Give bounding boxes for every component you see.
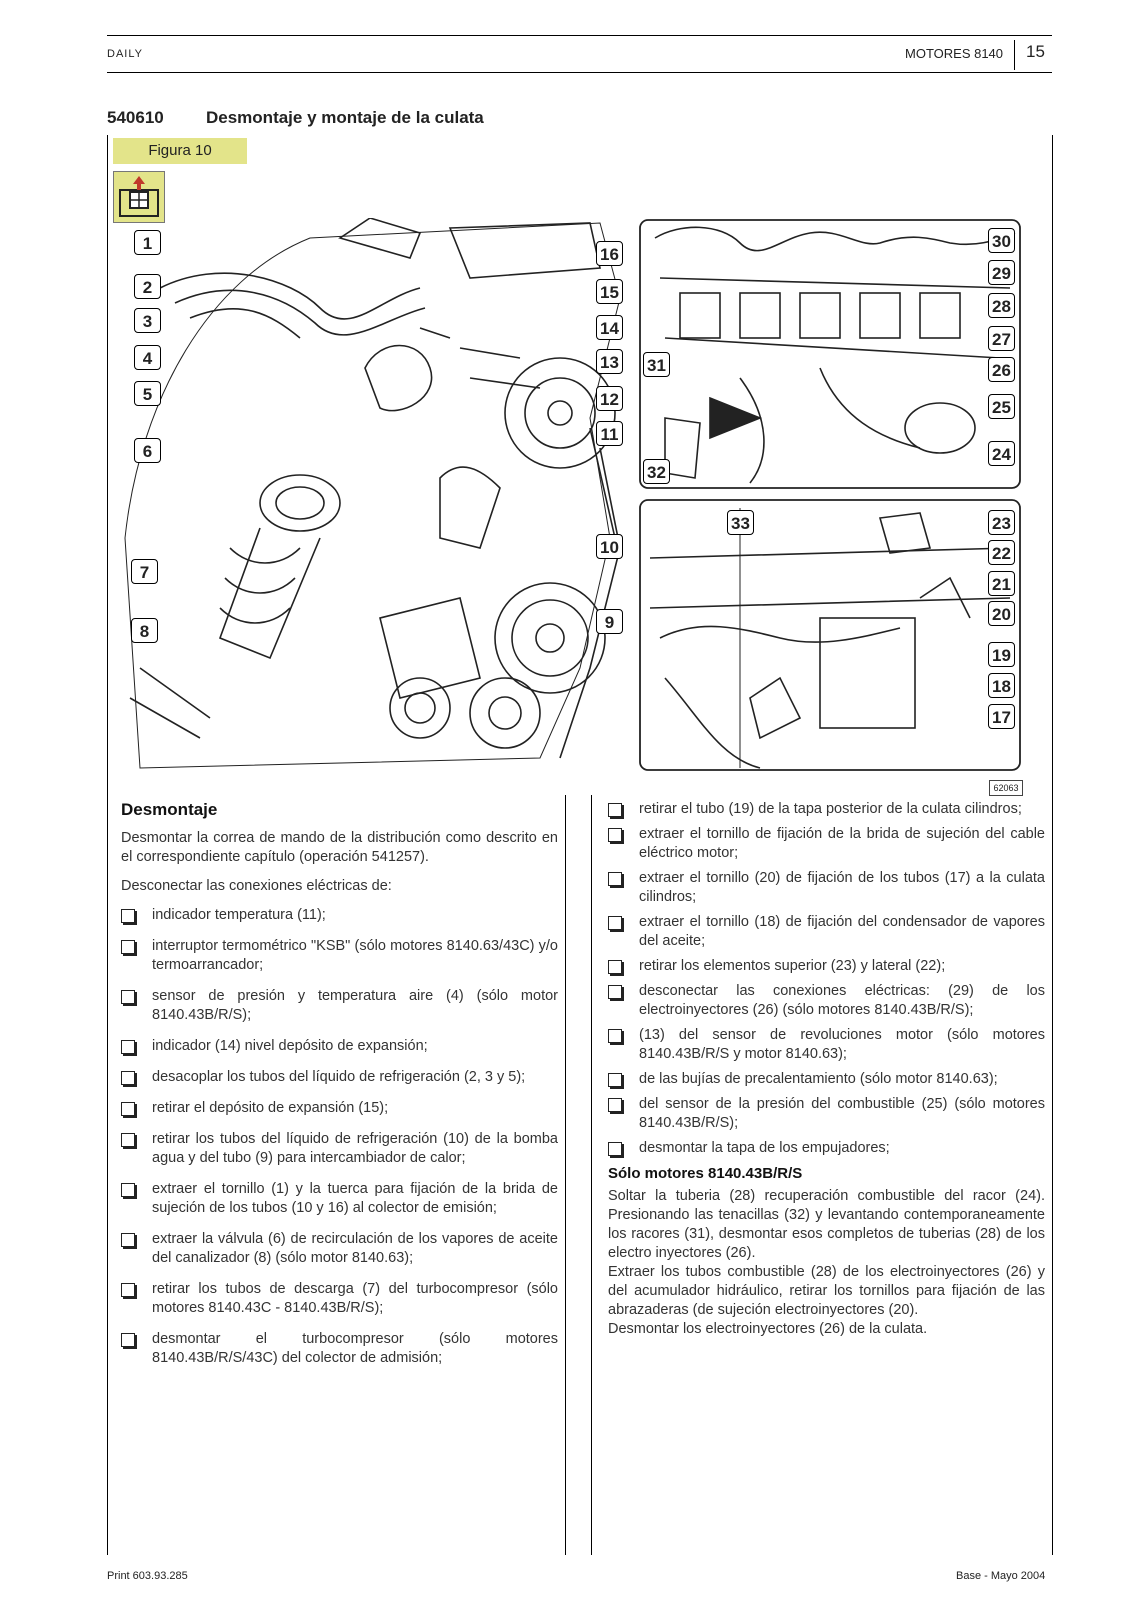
left-margin-rule [107, 135, 108, 1555]
list-item: extraer el tornillo (1) y la tuerca para fijación de la brida de sujeción de los tubos (10 y 16) al colector de emisión; [121, 1180, 558, 1218]
checkbox-icon [121, 990, 135, 1004]
paragraph-injectors: Desmontar los electroinyectores (26) de la culata. [608, 1321, 928, 1337]
head-removal-icon [113, 171, 165, 223]
callout-6: 6 [134, 438, 161, 463]
right-column [608, 800, 1045, 1349]
callout-31: 31 [643, 352, 670, 377]
list-item: desmontar la tapa de los empujadores; [608, 1139, 1045, 1158]
checkbox-icon [608, 1142, 622, 1156]
callout-11: 11 [596, 421, 623, 446]
list-item: retirar el depósito de expansión (15); [121, 1099, 558, 1118]
callout-8: 8 [131, 618, 158, 643]
checkbox-icon [121, 1283, 135, 1297]
checkbox-icon [121, 1071, 135, 1085]
checkbox-icon [608, 872, 622, 886]
checkbox-icon [608, 985, 622, 999]
callout-5: 5 [134, 381, 161, 406]
callout-14: 14 [596, 315, 623, 340]
header-rule-bottom [107, 72, 1052, 73]
callout-10: 10 [596, 534, 623, 559]
section-code: 540610 [107, 108, 164, 127]
checkbox-icon [121, 1133, 135, 1147]
checkbox-icon [608, 1029, 622, 1043]
right-margin-rule [1052, 135, 1053, 1555]
list-item: retirar el tubo (19) de la tapa posterior de la culata cilindros; [608, 800, 1045, 819]
callout-15: 15 [596, 279, 623, 304]
page-number: 15 [1026, 42, 1045, 61]
callout-16: 16 [596, 241, 623, 266]
list-item: interruptor termométrico "KSB" (sólo motores 8140.63/43C) y/o termoarrancador; [121, 937, 558, 975]
paragraph-fuel-pipe: Soltar la tuberia (28) recuperación combustible del racor (24). Presionando las tenacillas (32) y levantando contemporaneamente los racores (31), desmontar esos completos de tuberias (28) de los electro inyectores (26). [608, 1188, 1045, 1261]
callout-22: 22 [988, 540, 1015, 565]
list-item: desconectar las conexiones eléctricas: (29) de los electroinyectores (26) (sólo motores 8140.43B/R/S); [608, 982, 1045, 1020]
list-item: del sensor de la presión del combustible (25) (sólo motores 8140.43B/R/S); [608, 1095, 1045, 1133]
paragraph-fuel-tubes: Extraer los tubos combustible (28) de los electroinyectores (26) y del acumulador hidráulico, retirar los tornillos para fijación de las abrazaderas (de sujeción electroinyectores (20). [608, 1264, 1045, 1318]
checkbox-icon [121, 1183, 135, 1197]
header-rule-top [107, 35, 1052, 36]
engine-illustration [120, 218, 1030, 778]
engines-subheading: Sólo motores 8140.43B/R/S [608, 1165, 803, 1182]
list-item: extraer la válvula (6) de recirculación de los vapores de aceite del canalizador (8) (sólo motor 8140.63); [121, 1230, 558, 1268]
paragraph-belt: Desmontar la correa de mando de la distribución como descrito en el correspondiente capítulo (operación 541257). [121, 830, 558, 865]
callout-3: 3 [134, 308, 161, 333]
checkbox-icon [608, 960, 622, 974]
figure-label: Figura 10 [113, 138, 247, 164]
checkbox-icon [608, 1098, 622, 1112]
list-item: extraer el tornillo (18) de fijación del condensador de vapores del aceite; [608, 913, 1045, 951]
list-item: indicador temperatura (11); [121, 906, 558, 925]
callout-4: 4 [134, 345, 161, 370]
footer-edition: Base - Mayo 2004 [956, 1570, 1046, 1582]
checkbox-icon [121, 940, 135, 954]
header-divider [1014, 40, 1015, 70]
list-item: extraer el tornillo de fijación de la brida de sujeción del cable eléctrico motor; [608, 825, 1045, 863]
callout-25: 25 [988, 394, 1015, 419]
callout-12: 12 [596, 386, 623, 411]
callout-29: 29 [988, 260, 1015, 285]
list-item: indicador (14) nivel depósito de expansión; [121, 1037, 558, 1056]
list-item: retirar los elementos superior (23) y lateral (22); [608, 957, 1045, 976]
paragraph-disconnect: Desconectar las conexiones eléctricas de: [121, 878, 392, 894]
section-title: Desmontaje y montaje de la culata [206, 108, 484, 127]
checkbox-icon [608, 803, 622, 817]
callout-26: 26 [988, 357, 1015, 382]
callout-1: 1 [134, 230, 161, 255]
callout-9: 9 [596, 609, 623, 634]
callout-2: 2 [134, 274, 161, 299]
callout-18: 18 [988, 673, 1015, 698]
callout-32: 32 [643, 459, 670, 484]
callout-33: 33 [727, 510, 754, 535]
checkbox-icon [121, 1040, 135, 1054]
callout-13: 13 [596, 349, 623, 374]
checkbox-icon [121, 1233, 135, 1247]
list-item: desacoplar los tubos del líquido de refrigeración (2, 3 y 5); [121, 1068, 558, 1087]
checkbox-icon [121, 909, 135, 923]
callout-7: 7 [131, 559, 158, 584]
callout-21: 21 [988, 571, 1015, 596]
list-item: retirar los tubos de descarga (7) del turbocompresor (sólo motores 8140.43C - 8140.43B/R/S); [121, 1280, 558, 1318]
checkbox-icon [608, 1073, 622, 1087]
list-item: sensor de presión y temperatura aire (4) (sólo motor 8140.43B/R/S); [121, 987, 558, 1025]
footer-print-code: Print 603.93.285 [107, 1570, 188, 1582]
callout-19: 19 [988, 642, 1015, 667]
checkbox-icon [608, 916, 622, 930]
callout-20: 20 [988, 601, 1015, 626]
header-section-name: MOTORES 8140 [905, 46, 1004, 61]
removal-heading: Desmontaje [121, 800, 218, 819]
figure-reference-number: 62063 [989, 780, 1023, 796]
callout-30: 30 [988, 228, 1015, 253]
list-item: de las bujías de precalentamiento (sólo motor 8140.63); [608, 1070, 1045, 1089]
callout-28: 28 [988, 293, 1015, 318]
list-item: (13) del sensor de revoluciones motor (sólo motores 8140.43B/R/S y motor 8140.63); [608, 1026, 1045, 1064]
column-divider-right [591, 795, 592, 1555]
checkbox-icon [608, 828, 622, 842]
left-column [121, 800, 558, 1380]
list-item: desmontar el turbocompresor (sólo motores 8140.43B/R/S/43C) del colector de admisión; [121, 1330, 558, 1368]
callout-27: 27 [988, 326, 1015, 351]
callout-17: 17 [988, 704, 1015, 729]
checkbox-icon [121, 1102, 135, 1116]
callout-23: 23 [988, 510, 1015, 535]
checkbox-icon [121, 1333, 135, 1347]
list-item: retirar los tubos del líquido de refrigeración (10) de la bomba agua y del tubo (9) para intercambiador de calor; [121, 1130, 558, 1168]
list-item: extraer el tornillo (20) de fijación de los tubos (17) a la culata cilindros; [608, 869, 1045, 907]
callout-24: 24 [988, 441, 1015, 466]
header-manual-name: DAILY [107, 48, 143, 60]
column-divider-left [565, 795, 566, 1555]
